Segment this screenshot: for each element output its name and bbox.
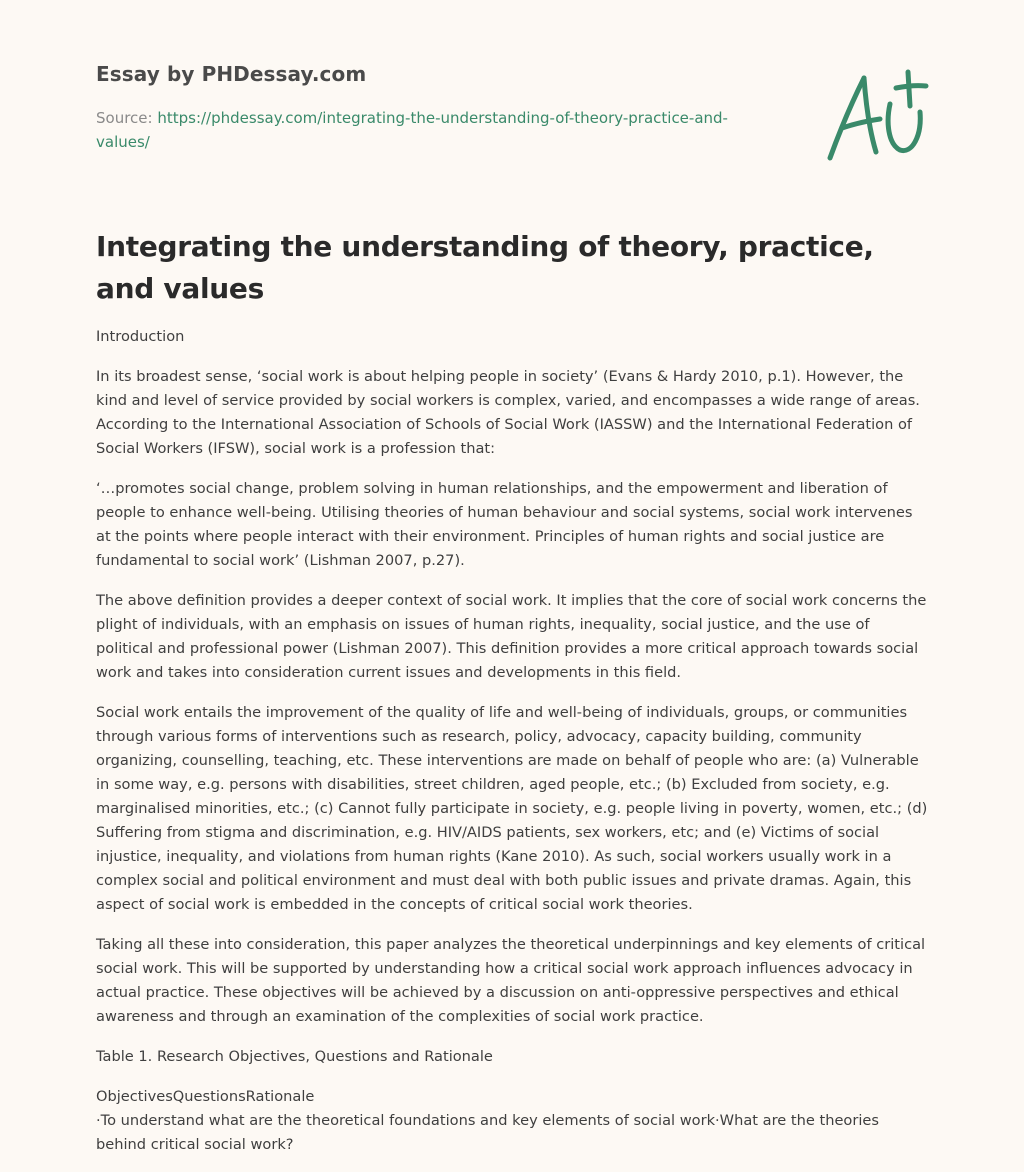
source-label: Source: <box>96 109 158 127</box>
site-brand: Essay by PHDessay.com <box>96 62 367 86</box>
table-caption: Table 1. Research Objectives, Questions and Rationale <box>96 1048 493 1065</box>
quote-paragraph: ‘…promotes social change, problem solving in human relationships, and the empowerment and liberation of people to enhance well-being. Utilising theories of human behaviour and social systems, social work intervenes at the points where people interact with their environment. Principles of human rights and social justice are fundamental to social work’ (Lishman 2007, p.27). <box>96 480 913 569</box>
a-plus-logo-icon <box>820 66 930 166</box>
source-link[interactable]: https://phdessay.com/integrating-the-understanding-of-theory-practice-and-values/ <box>96 109 728 151</box>
source-line <box>96 106 736 154</box>
body-paragraph: The above definition provides a deeper context of social work. It implies that the core of social work concerns the plight of individuals, with an emphasis on issues of human rights, inequality, social justice, and the use of political and professional power (Lishman 2007). This definition provides a more critical approach towards social work and takes into consideration current issues and developments in this field. <box>96 592 927 681</box>
body-paragraph: Taking all these into consideration, this paper analyzes the theoretical underpinnings and key elements of critical social work. This will be supported by understanding how a critical social work approach influences advocacy in actual practice. These objectives will be achieved by a discussion on anti-oppressive perspectives and ethical awareness and through an examination of the complexities of social work practice. <box>96 936 926 1025</box>
table-header-line: ObjectivesQuestionsRationale <box>96 1088 315 1105</box>
essay-body <box>96 325 930 1157</box>
body-paragraph: Social work entails the improvement of the quality of life and well-being of individuals, groups, or communities through various forms of interventions such as research, policy, advocacy, capacity building, community organizing, counselling, teaching, etc. These interventions are made on behalf of people who are: (a) Vulnerable in some way, e.g. persons with disabilities, street children, aged people, etc.; (b) Excluded from society, e.g. marginalised minorities, etc.; (c) Cannot fully participate in society, e.g. people living in poverty, women, etc.; (d) Suffering from stigma and discrimination, e.g. HIV/AIDS patients, sex workers, etc; and (e) Victims of social injustice, inequality, and violations from human rights (Kane 2010). As such, social workers usually work in a complex social and political environment and must deal with both public issues and private dramas. Again, this aspect of social work is embedded in the concepts of critical social work theories. <box>96 704 928 913</box>
body-paragraph: In its broadest sense, ‘social work is about helping people in society’ (Evans & Hardy 2010, p.1). However, the kind and level of service provided by social workers is complex, varied, and encompasses a wide range of areas. According to the International Association of Schools of Social Work (IASSW) and the International Federation of Social Workers (IFSW), social work is a profession that: <box>96 368 920 457</box>
page-header <box>96 62 796 154</box>
essay-title: Integrating the understanding of theory, practice, and values <box>96 230 874 305</box>
table-row-line: ·To understand what are the theoretical foundations and key elements of social work·What are the theories behind critical social work? <box>96 1112 879 1153</box>
section-heading-introduction: Introduction <box>96 328 185 345</box>
